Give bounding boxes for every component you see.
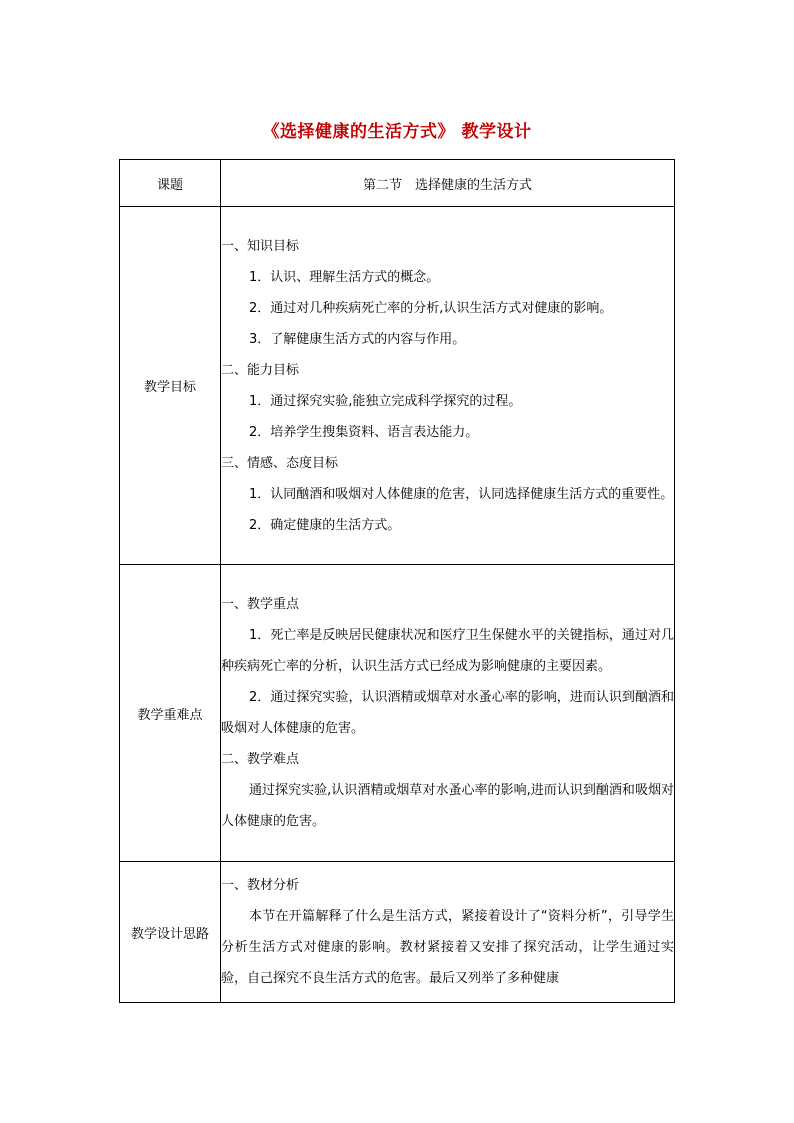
design-label: 教学设计思路 [120, 862, 221, 1003]
goals-item: 2．通过对几种疾病死亡率的分析,认识生活方式对健康的影响。 [249, 300, 613, 316]
keypoints-item: 通过探究实验,认识酒精或烟草对水蚤心率的影响,进而认识到酗酒和吸烟对人体健康的危害。 [221, 783, 674, 829]
lesson-plan-table [119, 159, 675, 1003]
keypoints-content [221, 565, 675, 862]
keypoints-label: 教学重难点 [120, 565, 221, 862]
goals-item: 2．培养学生搜集资料、语言表达能力。 [249, 424, 479, 440]
goals-item: 1．认同酗酒和吸烟对人体健康的危害，认同选择健康生活方式的重要性。 [249, 486, 674, 502]
topic-row [120, 160, 675, 207]
keypoints-row [120, 565, 675, 862]
goals-heading-ability: 二、能力目标 [221, 362, 300, 378]
design-row [120, 862, 675, 1003]
goals-item: 2．确定健康的生活方式。 [249, 517, 401, 533]
keypoints-heading-focus: 一、教学重点 [221, 597, 300, 612]
design-content [221, 862, 675, 1003]
goals-heading-attitude: 三、情感、态度目标 [221, 455, 339, 471]
goals-item: 3．了解健康生活方式的内容与作用。 [249, 331, 466, 347]
keypoints-item: 2．通过探究实验，认识酒精或烟草对水蚤心率的影响，进而认识到酗酒和吸烟对人体健康的危害。 [221, 690, 674, 736]
goals-item: 1．认识、理解生活方式的概念。 [249, 269, 440, 285]
goals-item: 1．通过探究实验,能独立完成科学探究的过程。 [249, 393, 522, 409]
goals-heading-knowledge: 一、知识目标 [221, 238, 300, 254]
design-heading-material: 一、教材分析 [221, 878, 300, 893]
goals-row [120, 207, 675, 565]
topic-label: 课题 [120, 160, 221, 207]
keypoints-heading-difficulty: 二、教学难点 [221, 752, 300, 767]
design-paragraph: 本节在开篇解释了什么是生活方式，紧接着设计了“资料分析”，引导学生分析生活方式对健康的影响。教材紧接着又安排了探究活动，让学生通过实验，自己探究不良生活方式的危害。最后又列举了多种健康 [221, 909, 674, 986]
document-title: 《选择健康的生活方式》 教学设计 [262, 122, 532, 142]
topic-value: 第二节 选择健康的生活方式 [221, 160, 675, 207]
keypoints-item: 1．死亡率是反映居民健康状况和医疗卫生保健水平的关键指标，通过对几种疾病死亡率的分析，认识生活方式已经成为影响健康的主要因素。 [221, 628, 674, 674]
goals-label: 教学目标 [120, 207, 221, 565]
goals-content [221, 207, 675, 565]
